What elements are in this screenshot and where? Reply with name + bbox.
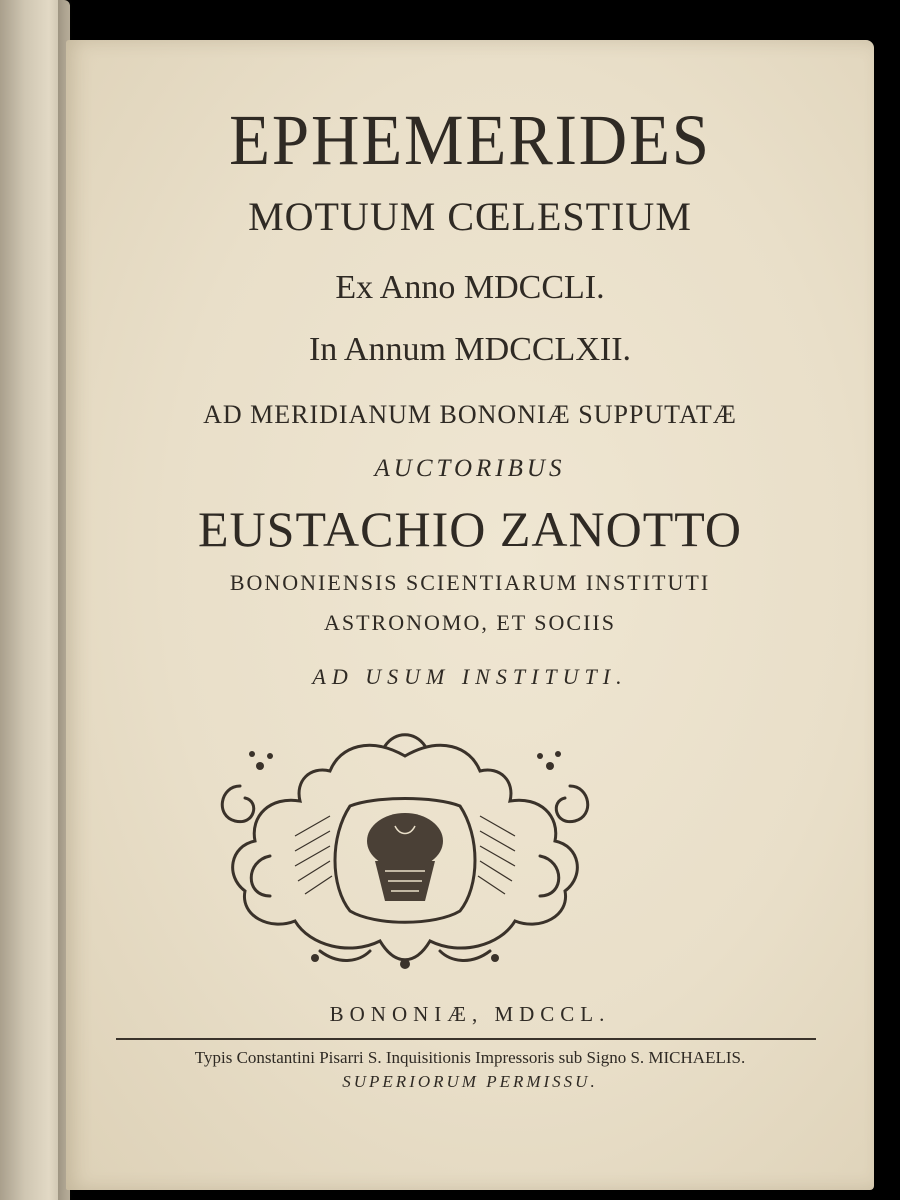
imprint-rule <box>116 1038 816 1040</box>
institute-line: BONONIENSIS SCIENTIARUM INSTITUTI <box>229 570 711 595</box>
start-year: Ex Anno MDCCLI. <box>335 269 605 306</box>
permission-line: SUPERIORUM PERMISSU. <box>342 1072 598 1091</box>
main-title: EPHEMERIDES <box>229 100 711 180</box>
subtitle: MOTUUM CŒLESTIUM <box>248 194 692 239</box>
meridian-line: AD MERIDIANUM BONONIÆ SUPPUTATÆ <box>203 400 737 429</box>
title-page <box>66 40 874 1190</box>
end-year: In Annum MDCCLXII. <box>308 331 632 368</box>
baroque-cartouche-ornament-icon <box>200 726 610 976</box>
role-line: ASTRONOMO, ET SOCIIS <box>323 610 616 635</box>
printer-line: Typis Constantini Pisarri S. Inquisitionis Impressoris sub Signo S. MICHAELIS. <box>194 1048 746 1067</box>
author-name: EUSTACHIO ZANOTTO <box>198 501 742 557</box>
usage-line: AD USUM INSTITUTI. <box>312 664 628 689</box>
authors-label: AUCTORIBUS <box>374 455 566 482</box>
imprint-place-date: BONONIÆ, MDCCL. <box>329 1002 611 1026</box>
